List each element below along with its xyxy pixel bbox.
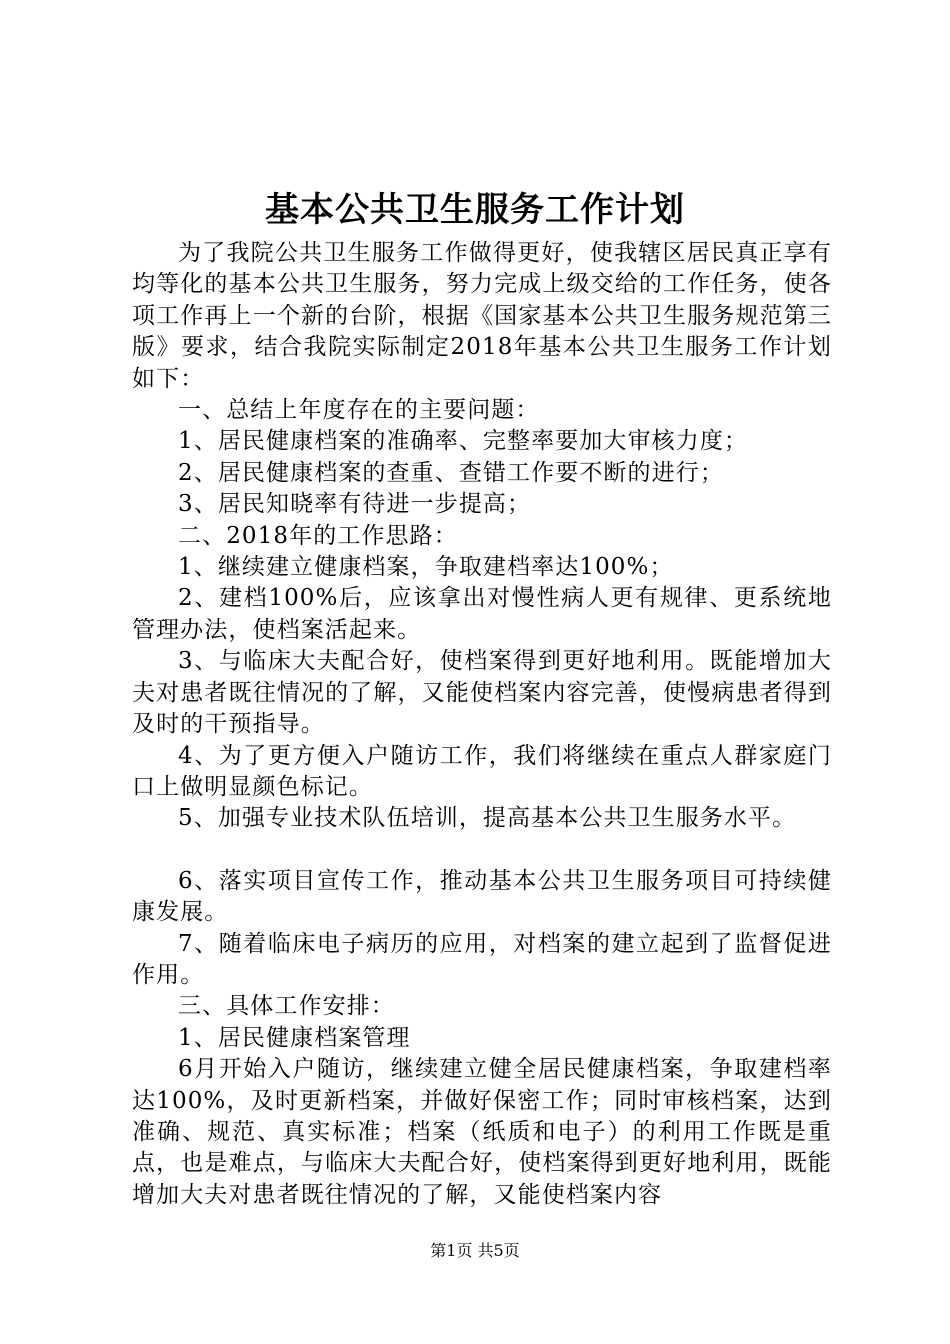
section-heading-arrangements: 三、具体工作安排： [178,993,395,1020]
document-title: 基本公共卫生服务工作计划 [265,190,685,230]
section-heading-problems: 一、总结上年度存在的主要问题： [178,397,540,424]
list-item: 1、居民健康档案的准确率、完整率要加大审核力度； [178,428,749,455]
list-item: 3、与临床大夫配合好，使档案得到更好地利用。既能增加大夫对患者既往情况的了解，又能使档案内容完善，使慢病患者得到及时的干预指导。 [132,648,832,738]
list-item: 1、继续建立健康档案，争取建档率达100%； [178,554,674,581]
document-body [132,238,832,1211]
page-footer: 第1页 共5页 [430,1241,520,1260]
intro-paragraph: 为了我院公共卫生服务工作做得更好，使我辖区居民真正享有均等化的基本公共卫生服务，努力完成上级交给的工作任务，使各项工作再上一个新的台阶，根据《国家基本公共卫生服务规范第三版》要求，结合我院实际制定2018年基本公共卫生服务工作计划如下： [132,240,832,392]
subsection-heading: 1、居民健康档案管理 [178,1024,411,1051]
list-item: 2、建档100%后，应该拿出对慢性病人更有规律、更系统地管理办法，使档案活起来。 [132,585,832,643]
list-item: 2、居民健康档案的查重、查错工作要不断的进行； [178,459,724,486]
blank-line [132,835,832,866]
body-paragraph: 6月开始入户随访，继续建立健全居民健康档案，争取建档率达100%，及时更新档案，并做好保密工作；同时审核档案，达到准确、规范、真实标准；档案（纸质和电子）的利用工作既是重点，也是难点，与临床大夫配合好，使档案得到更好地利用，既能增加大夫对患者既往情况的了解，又能使档案内容 [132,1056,832,1208]
list-item: 4、为了更方便入户随访工作，我们将继续在重点人群家庭门口上做明显颜色标记。 [132,742,832,800]
list-item: 5、加强专业技术队伍培训，提高基本公共卫生服务水平。 [178,805,797,832]
section-heading-ideas: 二、2018年的工作思路： [178,522,458,549]
list-item: 3、居民知晓率有待进一步提高； [178,491,532,518]
list-item: 7、随着临床电子病历的应用，对档案的建立起到了监督促进作用。 [132,930,832,988]
list-item: 6、落实项目宣传工作，推动基本公共卫生服务项目可持续健康发展。 [132,867,832,926]
